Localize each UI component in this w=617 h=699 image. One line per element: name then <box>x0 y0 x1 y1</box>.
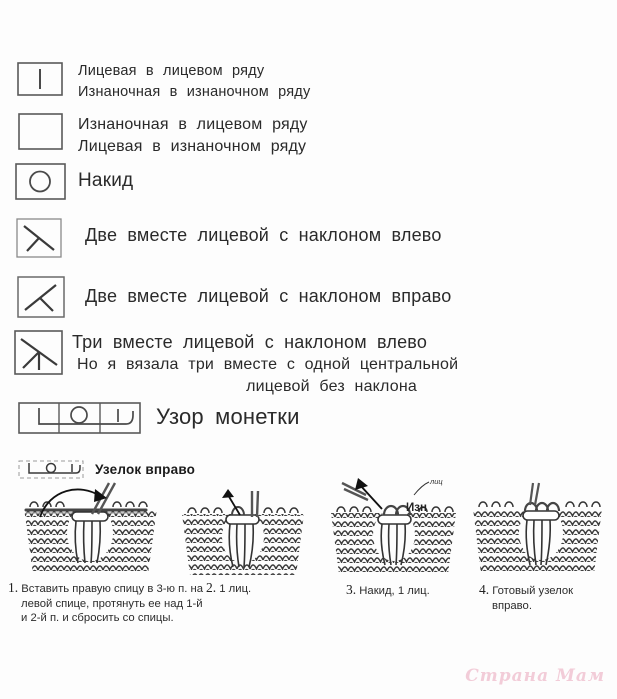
legend-item-k2tog-right <box>85 284 451 308</box>
step-2-caption <box>206 581 316 597</box>
step-3-caption <box>346 583 471 599</box>
step-1-illustration <box>12 481 167 582</box>
legend-note-line: Но я вязала три вместе с одной центральной <box>77 356 459 373</box>
legend-text: Две вместе лицевой с наклоном вправо <box>85 286 452 306</box>
legend-text: Изнаночная в лицевом ряду <box>78 116 308 133</box>
step-number: 1. <box>8 580 19 595</box>
legend-text: Лицевая в лицевом ряду <box>78 63 265 79</box>
legend-item-k3tog-left <box>72 330 427 354</box>
k3tog-left-symbol <box>14 330 63 375</box>
legend-text: Узор монетки <box>156 404 300 429</box>
tutorial-title: Узелок вправо <box>95 462 196 477</box>
legend-item-yarn-over <box>78 170 133 192</box>
legend-text: Изнаночная в изнаночном ряду <box>78 84 311 100</box>
step-2-illustration <box>172 489 314 582</box>
step-text: Вставить правую спицу в 3-ю п. на левой спице, протянуть ее над 1-й и 2-й п. и сбросить со спицы. <box>21 583 204 624</box>
legend-item-coin-pattern <box>156 404 300 430</box>
coin-pattern-symbol <box>18 402 141 434</box>
k2tog-right-symbol <box>17 276 65 318</box>
gathered-stitch <box>378 515 411 524</box>
step-number: 4. <box>479 582 490 597</box>
yarn-strand <box>530 483 533 505</box>
gathered-stitch <box>72 512 108 521</box>
site-watermark: Страна Мам <box>465 666 605 686</box>
finished-knot <box>523 511 559 520</box>
coin-pattern-symbol-small <box>18 460 84 479</box>
step-text: Накид, 1 лиц. <box>359 585 430 597</box>
knit-stitch-symbol <box>17 62 63 96</box>
legend-item-k2tog-left <box>85 223 442 247</box>
step-number: 3. <box>346 582 357 597</box>
knit-label: лиц <box>430 477 443 486</box>
purl-label: Изн <box>406 502 427 514</box>
purl-stitch-symbol <box>18 113 63 150</box>
step-number: 2. <box>206 580 217 595</box>
k2tog-left-symbol <box>16 218 62 258</box>
step-text: 1 лиц. <box>219 583 252 595</box>
step-4-caption <box>479 583 597 613</box>
step-3-illustration <box>322 473 464 582</box>
gathered-stitch <box>226 515 259 524</box>
legend-note-line: лицевой без наклона <box>246 378 417 395</box>
yarn-over-symbol <box>15 163 66 200</box>
legend-item-purl <box>78 114 308 158</box>
legend-text: Накид <box>78 170 134 191</box>
direction-arrow <box>228 495 240 515</box>
legend-text: Три вместе лицевой с наклоном влево <box>72 332 428 352</box>
step-text: Готовый узелок вправо. <box>492 585 574 612</box>
legend-text: Лицевая в изнаночном ряду <box>78 138 307 155</box>
legend-item-knit <box>78 61 310 103</box>
step-1-caption <box>8 581 209 626</box>
legend-item-k3tog-note <box>77 354 459 398</box>
legend-text: Две вместе лицевой с наклоном влево <box>85 225 442 245</box>
label-leader-line <box>414 482 429 495</box>
step-4-illustration <box>462 481 612 582</box>
